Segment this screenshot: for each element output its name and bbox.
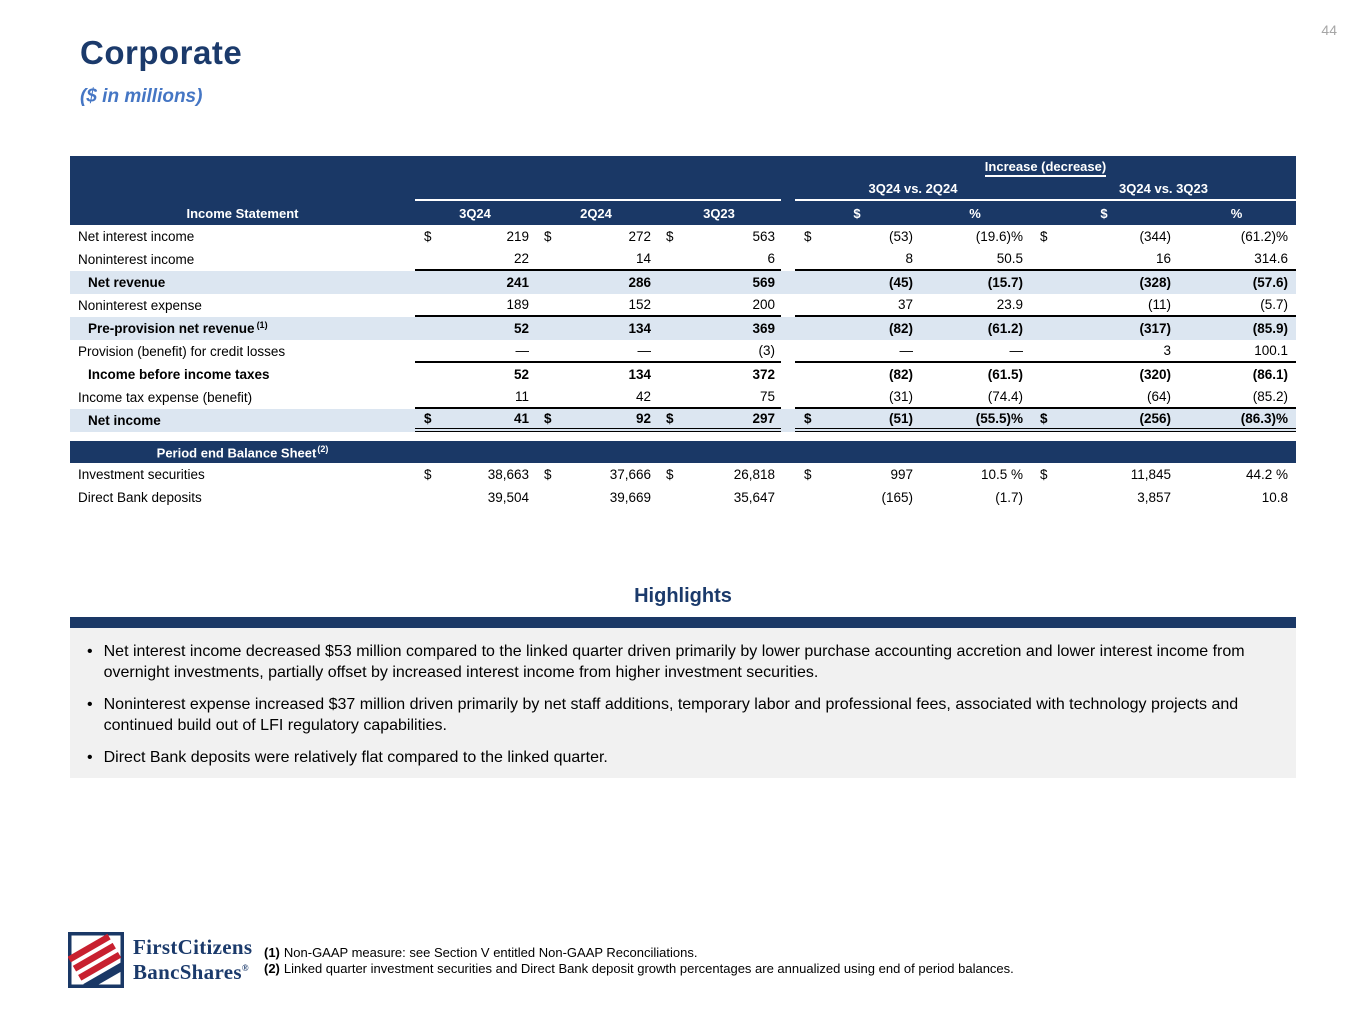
- table-cell: (85.9): [1252, 321, 1288, 336]
- highlights-box: [70, 628, 1296, 778]
- table-cell: 16: [1031, 248, 1177, 271]
- table-cell: 3,857: [1137, 490, 1171, 505]
- table-cell: (82): [888, 367, 913, 382]
- table-row: [70, 463, 1296, 486]
- table-cell: (45): [888, 275, 913, 290]
- flag-logo-icon: [68, 932, 124, 988]
- row-label: Net interest income: [78, 229, 195, 244]
- table-cell: $ 92: [535, 409, 657, 432]
- table-cell: (19.6)%: [975, 229, 1023, 244]
- table-row: [70, 225, 1296, 248]
- list-item: [87, 641, 1274, 683]
- table-cell: $ 219: [424, 229, 529, 244]
- table-row: [70, 317, 1296, 340]
- table-row: [70, 486, 1296, 509]
- table-cell: 100.1: [1177, 340, 1296, 363]
- header-row-columns: [70, 201, 1296, 225]
- footnotes: [264, 945, 1014, 977]
- table-row: [70, 363, 1296, 386]
- table-cell: 39,669: [609, 490, 651, 505]
- balance-sheet-body: [70, 463, 1296, 509]
- increase-decrease-label: Increase (decrease): [985, 159, 1106, 177]
- logo-line2: BancShares®: [133, 960, 249, 984]
- table-cell: 3: [1031, 340, 1177, 363]
- table-cell: 152: [535, 294, 657, 317]
- table-cell: (3): [657, 340, 781, 363]
- col-header-percent-1: %: [969, 205, 981, 221]
- table-row: [70, 271, 1296, 294]
- col-header-dollar-2: $: [1100, 205, 1108, 221]
- table-cell: $ 11,845: [1040, 467, 1171, 482]
- table-cell: 6: [657, 248, 781, 271]
- table-cell: (320): [1139, 367, 1171, 382]
- col-header-2q24: 2Q24: [580, 205, 612, 221]
- page-title: Corporate: [80, 34, 243, 71]
- column-gap: [781, 178, 795, 201]
- highlights-divider-bar: [70, 617, 1296, 628]
- footnote-2: [264, 961, 1014, 977]
- financial-table: [70, 156, 1296, 509]
- firstcitizens-bancshares-logo: [68, 932, 252, 988]
- table-cell: $ 37,666: [544, 467, 651, 482]
- bullet-text: Direct Bank deposits were relatively flat compared to the linked quarter.: [103, 749, 608, 766]
- table-cell: (328): [1139, 275, 1171, 290]
- table-cell: —: [415, 340, 535, 363]
- col-header-3q24: 3Q24: [459, 205, 491, 221]
- table-cell: (55.5)%: [919, 409, 1031, 432]
- table-cell: 569: [752, 275, 775, 290]
- highlights-list: [87, 641, 1274, 768]
- income-statement-body: [70, 225, 1296, 432]
- table-cell: 372: [752, 367, 775, 382]
- row-label: Net income: [88, 413, 161, 428]
- table-cell: (317): [1139, 321, 1171, 336]
- table-cell: 39,504: [487, 490, 529, 505]
- highlights-title: Highlights: [634, 585, 732, 607]
- table-cell: (15.7): [987, 275, 1023, 290]
- bullet-icon: •: [87, 696, 93, 713]
- logo-wordmark: [133, 937, 252, 983]
- table-cell: 189: [415, 294, 535, 317]
- footnote-text: Non-GAAP measure: see Section V entitled Non-GAAP Reconciliations.: [283, 945, 698, 960]
- footnote-1: [264, 945, 1014, 961]
- table-cell: 37: [795, 294, 919, 317]
- table-cell: (31): [795, 386, 919, 409]
- table-row: [70, 409, 1296, 432]
- column-gap: [781, 271, 795, 294]
- table-row: [70, 386, 1296, 409]
- column-gap: [781, 201, 795, 225]
- bullet-icon: •: [87, 643, 93, 660]
- footnote-text: Linked quarter investment securities and Direct Bank deposit growth percentages are annualized using end of period balances.: [283, 961, 1014, 976]
- table-header: [70, 156, 1296, 225]
- table-cell: 23.9: [919, 294, 1031, 317]
- table-cell: (61.2)%: [1240, 229, 1288, 244]
- column-gap: [781, 386, 795, 409]
- table-cell: (82): [888, 321, 913, 336]
- table-cell: (85.2): [1177, 386, 1296, 409]
- column-gap: [781, 340, 795, 363]
- header-spacer: [70, 178, 415, 201]
- bullet-icon: •: [87, 749, 93, 766]
- footnote-marker: (2): [264, 961, 280, 976]
- table-cell: (61.5): [987, 367, 1023, 382]
- list-item: [87, 694, 1274, 736]
- table-cell: (5.7): [1177, 294, 1296, 317]
- row-label: Noninterest expense: [78, 298, 202, 313]
- row-label: Provision (benefit) for credit losses: [78, 344, 286, 359]
- table-row: [70, 248, 1296, 271]
- table-cell: 50.5: [919, 248, 1031, 271]
- table-cell: 314.6: [1177, 248, 1296, 271]
- table-cell: $ (53): [804, 229, 913, 244]
- page-subtitle: ($ in millions): [80, 86, 203, 107]
- header-row-comparisons: [70, 178, 1296, 201]
- logo-line1: FirstCitizens: [133, 935, 253, 959]
- table-cell: —: [535, 340, 657, 363]
- column-gap: [781, 248, 795, 271]
- row-label: Noninterest income: [78, 252, 195, 267]
- column-gap: [781, 486, 795, 509]
- bullet-text: Net interest income decreased $53 million compared to the linked quarter driven primarily by lower purchase accounting accretion and lower interest income from overnight investments, partially offset by increased interest income from higher investment securities.: [103, 643, 1245, 681]
- table-cell: 52: [513, 321, 529, 336]
- table-cell: 134: [628, 321, 651, 336]
- row-label: Income tax expense (benefit): [78, 390, 253, 405]
- table-cell: $ (51): [795, 409, 919, 432]
- table-cell: 369: [752, 321, 775, 336]
- list-item: [87, 747, 1274, 768]
- table-cell: 14: [535, 248, 657, 271]
- column-gap: [781, 363, 795, 386]
- table-cell: —: [795, 340, 919, 363]
- table-cell: $ 997: [804, 467, 913, 482]
- column-gap: [781, 463, 795, 486]
- row-label: Net revenue: [88, 275, 166, 290]
- quarters-underline: [415, 178, 781, 201]
- table-cell: (64): [1031, 386, 1177, 409]
- table-cell: (11): [1031, 294, 1177, 317]
- table-cell: (1.7): [995, 490, 1023, 505]
- table-cell: 22: [415, 248, 535, 271]
- table-cell: $ 41: [415, 409, 535, 432]
- column-gap: [781, 225, 795, 248]
- row-label: Investment securities: [78, 467, 205, 482]
- table-cell: 10.5 %: [980, 467, 1023, 482]
- col-header-percent-2: %: [1230, 205, 1243, 221]
- table-cell: $ (344): [1040, 229, 1171, 244]
- table-cell: $ 563: [666, 229, 775, 244]
- table-row: [70, 294, 1296, 317]
- table-cell: (74.4): [919, 386, 1031, 409]
- row-label: Income before income taxes: [88, 367, 270, 382]
- table-cell: —: [919, 340, 1031, 363]
- table-cell: $ 297: [657, 409, 781, 432]
- table-cell: 200: [657, 294, 781, 317]
- col-header-3q23: 3Q23: [703, 205, 735, 221]
- table-cell: 134: [628, 367, 651, 382]
- row-label: Pre-provision net revenue $^{(1)}$: [88, 319, 268, 336]
- table-cell: (86.1): [1252, 367, 1288, 382]
- income-statement-header: Income Statement: [186, 205, 299, 221]
- table-row: [70, 340, 1296, 363]
- table-cell: $ 26,818: [666, 467, 775, 482]
- table-cell: 44.2 %: [1245, 467, 1288, 482]
- table-cell: 286: [628, 275, 651, 290]
- column-gap: [781, 317, 795, 340]
- table-cell: 52: [513, 367, 529, 382]
- table-cell: 8: [795, 248, 919, 271]
- table-cell: 42: [535, 386, 657, 409]
- vs-2q24-header: 3Q24 vs. 2Q24: [795, 178, 1031, 201]
- footnote-marker: (1): [264, 945, 280, 960]
- table-cell: 241: [506, 275, 529, 290]
- table-cell: (57.6): [1252, 275, 1288, 290]
- table-cell: 35,647: [733, 490, 775, 505]
- column-gap: [781, 409, 795, 432]
- table-cell: (61.2): [987, 321, 1023, 336]
- table-cell: (165): [881, 490, 913, 505]
- balance-sheet-section-header: [70, 441, 1296, 463]
- registered-mark: ®: [241, 963, 249, 973]
- table-cell: 10.8: [1261, 490, 1288, 505]
- col-header-dollar-1: $: [853, 205, 861, 221]
- bullet-text: Noninterest expense increased $37 million driven primarily by net staff additions, temporary labor and professional fees, associated with technology projects and continued build out of LFI regulatory capabilities.: [103, 696, 1239, 734]
- balance-sheet-label: Period end Balance Sheet$^{(2)}$: [156, 443, 329, 461]
- column-gap: [781, 294, 795, 317]
- table-cell: 11: [415, 386, 535, 409]
- table-cell: (86.3)%: [1177, 409, 1296, 432]
- increase-decrease-header: [795, 156, 1296, 178]
- page-number: 44: [1321, 22, 1337, 38]
- table-cell: 75: [657, 386, 781, 409]
- table-cell: $ 38,663: [424, 467, 529, 482]
- header-row-increase: [70, 156, 1296, 178]
- vs-3q23-header: 3Q24 vs. 3Q23: [1031, 178, 1296, 201]
- table-cell: $ 272: [544, 229, 651, 244]
- table-cell: $ (256): [1031, 409, 1177, 432]
- row-label: Direct Bank deposits: [78, 490, 202, 505]
